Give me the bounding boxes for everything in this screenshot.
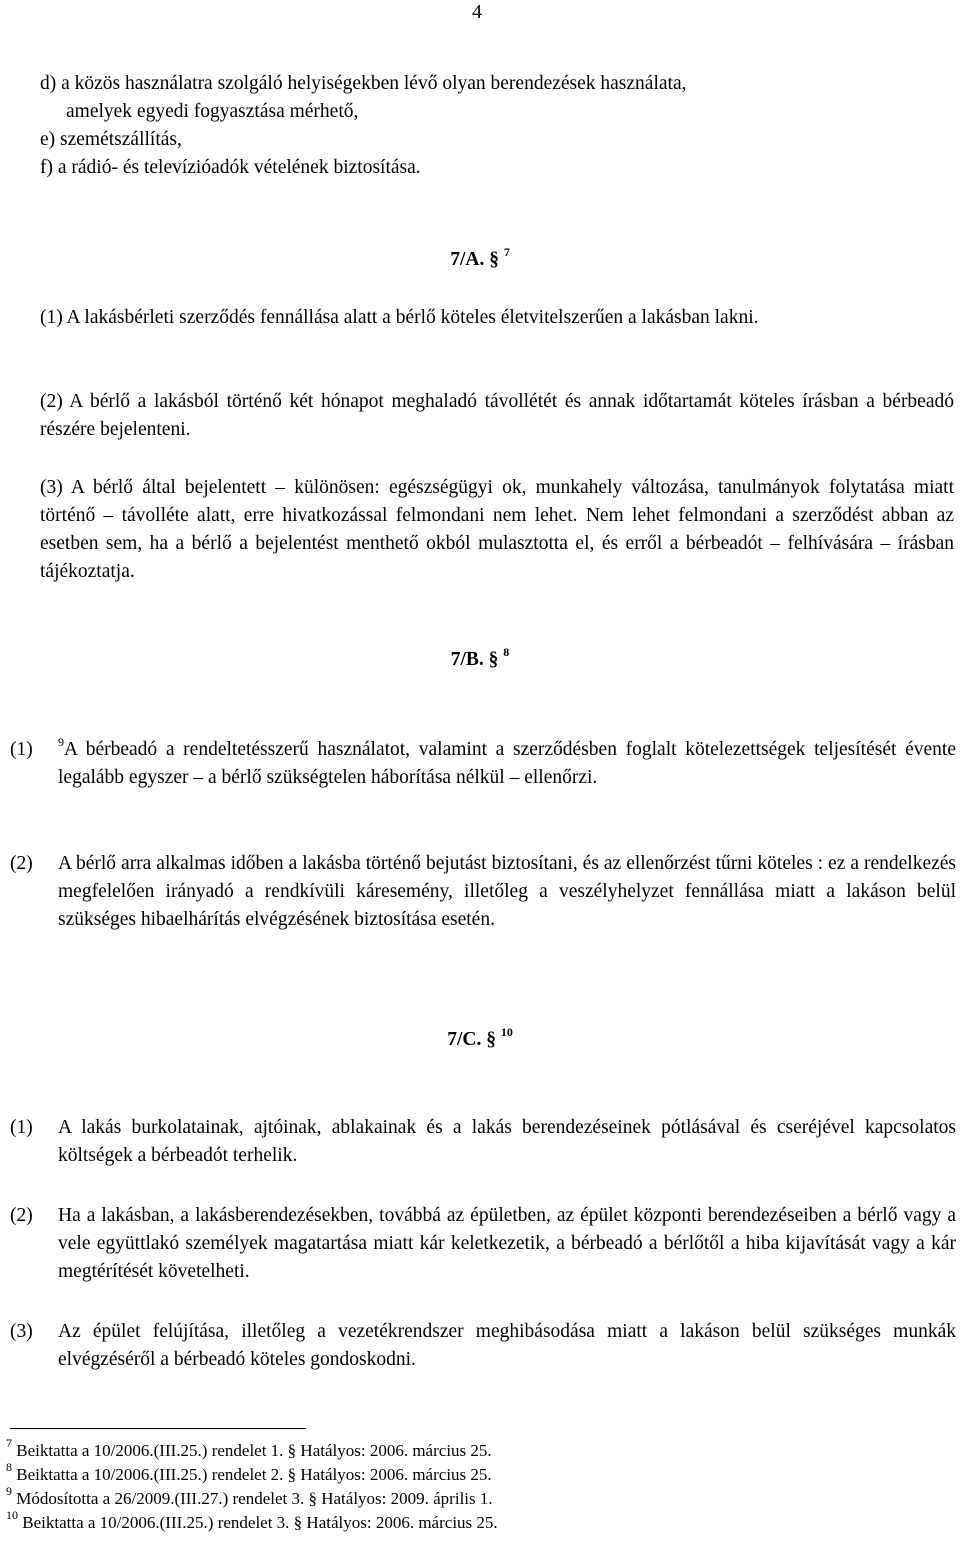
paragraph: (2) A bérlő a lakásból történő két hónapot meghaladó távollétét és annak időtartamát köteles írásban a bérbeadó részére bejelenteni. bbox=[40, 391, 954, 440]
numbered-paragraph: (1) $^9$A bérbeadó a rendeltetésszerű használatot, valamint a szerződésben foglalt kötelezettségek teljesítését évente legalább egyszer – a bérlő szükségtelen háborítása nélkül – ellenőrzi. bbox=[10, 735, 956, 788]
numbered-paragraph: (2) Ha a lakásban, a lakásberendezésekben, továbbá az épületben, az épület központi berendezéseiben a bérlő vagy a vele együttlakó személyek magatartása miatt kár keletkezetik, a bérbeadó a bérlőtől a hiba kijavítását vagy a kár megtérítését követelheti. bbox=[10, 1205, 956, 1282]
footnote: $^9$ Módosította a 26/2009.(III.27.) rendelet 3. § Hatályos: 2009. április 1. bbox=[6, 1484, 493, 1508]
page-number: 4 bbox=[472, 1, 482, 23]
section-heading-7b: 7/B. § $^8$ bbox=[450, 644, 510, 670]
section-heading-7a: 7/A. § $^7$ bbox=[450, 244, 510, 270]
footnote-ref[interactable]: 10 bbox=[500, 1024, 513, 1039]
numbered-paragraph: (2) A bérlő arra alkalmas időben a lakásba történő bejutást biztosítani, és az ellenőrzést tűrni köteles : ez a rendelkezés megfelelően irányadó a rendkívüli káresemény, illetőleg a veszélyhelyzet fennállása miatt a lakáson belül szükséges hibaelhárítás elvégzésének biztosítása esetén. bbox=[10, 853, 956, 930]
footnote-ref[interactable]: 7 bbox=[503, 244, 510, 259]
footnote-divider bbox=[10, 1428, 306, 1429]
section-heading-7c: 7/C. § $^{10}$ bbox=[447, 1024, 513, 1050]
list-item: f) a rádió- és televízióadók vételének biztosítása. bbox=[40, 157, 421, 178]
numbered-paragraph: (1) A lakás burkolatainak, ajtóinak, ablakainak és a lakás berendezéseinek pótlásával és cseréjével kapcsolatos költségek a bérbeadót terhelik. bbox=[10, 1117, 956, 1166]
footnote: $^{10}$ Beiktatta a 10/2006.(III.25.) rendelet 3. § Hatályos: 2006. március 25. bbox=[6, 1508, 498, 1532]
list-item-continuation: amelyek egyedi fogyasztása mérhető, bbox=[66, 101, 359, 122]
paragraph: (1) A lakásbérleti szerződés fennállása alatt a bérlő köteles életvitelszerűen a lakásban lakni. bbox=[40, 307, 759, 328]
utility-list bbox=[40, 70, 956, 182]
footnote: $^8$ Beiktatta a 10/2006.(III.25.) rendelet 2. § Hatályos: 2006. március 25. bbox=[6, 1460, 492, 1484]
list-item: d) a közös használatra szolgáló helyiségekben lévő olyan berendezések használata, bbox=[40, 73, 687, 94]
footnote-ref[interactable]: 8 bbox=[503, 644, 510, 659]
list-item: e) szemétszállítás, bbox=[40, 129, 182, 150]
footnote: $^7$ Beiktatta a 10/2006.(III.25.) rendelet 1. § Hatályos: 2006. március 25. bbox=[6, 1436, 492, 1460]
footnote-ref[interactable]: 9 bbox=[58, 735, 64, 749]
paragraph: (3) A bérlő által bejelentett – különösen: egészségügyi ok, munkahely változása, tanulmányok folytatása miatt történő – távolléte alatt, erre hivatkozással felmondani nem lehet. Nem lehet felmondani a szerződést abban az esetben sem, ha a bérlő a bejelentést menthető okból mulasztotta el, és erről a bérbeadót – felhívására – írásban tájékoztatja. bbox=[40, 477, 954, 582]
numbered-paragraph: (3) Az épület felújítása, illetőleg a vezetékrendszer meghibásodása miatt a lakáson belül szükséges munkák elvégzéséről a bérbeadó köteles gondoskodni. bbox=[10, 1321, 956, 1370]
